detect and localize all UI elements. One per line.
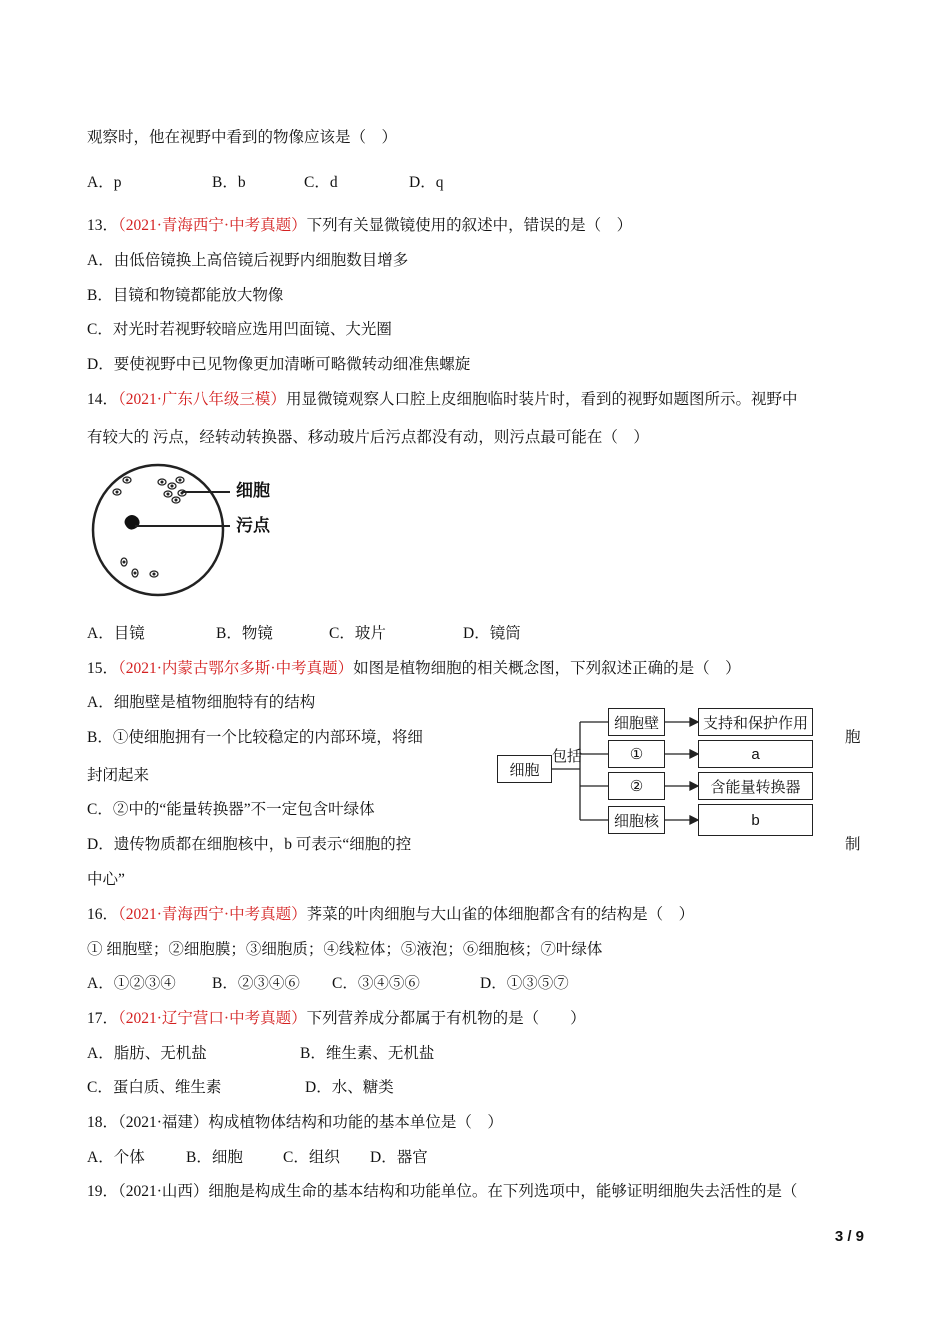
diagram-node-1: ① — [608, 740, 665, 768]
q15-question: 如图是植物细胞的相关概念图，下列叙述正确的是（ ） — [353, 660, 741, 677]
q14-stem-line2: 有较大的 污点，经转动转换器、移动玻片后污点都没有动，则污点最可能在（ ） — [87, 429, 649, 446]
q15-option-d-line1: D．遗传物质都在细胞核中，b 可表示“细胞的控 — [87, 836, 412, 853]
q17-option-b: B．维生素、无机盐 — [300, 1045, 435, 1062]
q15-option-b-line1: B．①使细胞拥有一个比较稳定的内部环境，将细 — [87, 729, 423, 746]
q16-stem — [87, 905, 694, 925]
q14-option-c: C．玻片 — [329, 625, 386, 642]
q17-question: 下列营养成分都属于有机物的是（ ） — [306, 1010, 586, 1027]
q18-option-a: A．个体 — [87, 1149, 145, 1166]
q19-stem: 19．（2021·山西）细胞是构成生命的基本结构和功能单位。在下列选项中，能够证明细胞失去活性的是（ — [87, 1183, 798, 1200]
q12-option-c: C．d — [304, 174, 338, 191]
q15-option-b-line2: 封闭起来 — [87, 767, 150, 784]
diagram-node-cell: 细胞 — [497, 755, 552, 783]
q17-option-a: A．脂肪、无机盐 — [87, 1045, 207, 1062]
q12-option-a: A．p — [87, 174, 122, 191]
dirt-spot — [125, 515, 140, 530]
q17-option-d: D．水、糖类 — [305, 1079, 394, 1096]
q13-option-a: A．由低倍镜换上高倍镜后视野内细胞数目增多 — [87, 252, 409, 269]
q17-stem — [87, 1009, 586, 1029]
q12-option-d: D．q — [409, 174, 444, 191]
q15-option-b-tail: 胞 — [845, 729, 861, 746]
q15-option-c: C．②中的“能量转换器”不一定包含叶绿体 — [87, 801, 375, 818]
q16-question: 荠菜的叶肉细胞与大山雀的体细胞都含有的结构是（ ） — [306, 906, 695, 923]
q14-option-a: A．目镜 — [87, 625, 145, 642]
diagram-node-a: a — [698, 740, 813, 768]
q16-option-a: A．①②③④ — [87, 975, 176, 992]
diagram-node-2: ② — [608, 772, 665, 800]
q14-question: 用显微镜观察人口腔上皮细胞临时装片时，看到的视野如题图所示。视野中 — [285, 391, 798, 408]
q14-number: 14． — [87, 391, 119, 408]
q15-option-d-tail: 制 — [845, 836, 861, 853]
q13-number: 13． — [87, 217, 119, 234]
q15-option-a: A．细胞壁是植物细胞特有的结构 — [87, 694, 316, 711]
q15-option-d-line2: 中心” — [87, 871, 125, 888]
q13-source: （2021·青海西宁·中考真题） — [118, 217, 307, 234]
diagram-node-energy-converter: 含能量转换器 — [698, 772, 813, 800]
q12-stem: 观察时，他在视野中看到的物像应该是（ ） — [87, 129, 398, 146]
q15-number: 15． — [87, 660, 119, 677]
q16-source: （2021·青海西宁·中考真题） — [118, 906, 307, 923]
q15-source: （2021·内蒙古鄂尔多斯·中考真题） — [118, 660, 354, 677]
q14-option-d: D．镜筒 — [463, 625, 521, 642]
q18-stem: 18．（2021·福建）构成植物体结构和功能的基本单位是（ ） — [87, 1114, 503, 1131]
figure-label-cell: 细胞 — [236, 481, 270, 500]
q18-option-c: C．组织 — [283, 1149, 340, 1166]
q13-option-d: D．要使视野中已见物像更加清晰可略微转动细准焦螺旋 — [87, 356, 471, 373]
q14-source: （2021·广东八年级三模） — [118, 391, 286, 408]
q13-option-c: C．对光时若视野较暗应选用凹面镜、大光圈 — [87, 321, 392, 338]
q18-option-d: D．器官 — [370, 1149, 428, 1166]
q17-number: 17． — [87, 1010, 119, 1027]
q13-stem — [87, 216, 632, 236]
q16-option-d: D．①③⑤⑦ — [480, 975, 569, 992]
diagram-link-include: 包括 — [552, 748, 583, 765]
q17-option-c: C．蛋白质、维生素 — [87, 1079, 222, 1096]
q16-number: 16． — [87, 906, 119, 923]
diagram-node-cell-wall: 细胞壁 — [608, 708, 665, 736]
figure-label-dirt: 污点 — [236, 516, 270, 535]
q12-option-b: B．b — [212, 174, 246, 191]
q13-option-b: B．目镜和物镜都能放大物像 — [87, 287, 284, 304]
q14-stem-line1 — [87, 390, 797, 410]
q16-option-b: B．②③④⑥ — [212, 975, 300, 992]
q13-question: 下列有关显微镜使用的叙述中，错误的是（ ） — [306, 217, 633, 234]
page-number: 3 / 9 — [834, 1228, 864, 1245]
microscope-field-figure — [90, 460, 310, 600]
q18-option-b: B．细胞 — [186, 1149, 243, 1166]
diagram-node-nucleus: 细胞核 — [608, 806, 665, 834]
q14-option-b: B．物镜 — [216, 625, 273, 642]
q16-option-c: C．③④⑤⑥ — [332, 975, 420, 992]
diagram-node-support-protect: 支持和保护作用 — [698, 708, 813, 736]
q15-stem — [87, 659, 741, 679]
diagram-node-b: b — [698, 804, 813, 836]
q16-structure-list: ① 细胞壁；②细胞膜；③细胞质；④线粒体；⑤液泡；⑥细胞核；⑦叶绿体 — [87, 941, 603, 958]
q17-source: （2021·辽宁营口·中考真题） — [118, 1010, 307, 1027]
